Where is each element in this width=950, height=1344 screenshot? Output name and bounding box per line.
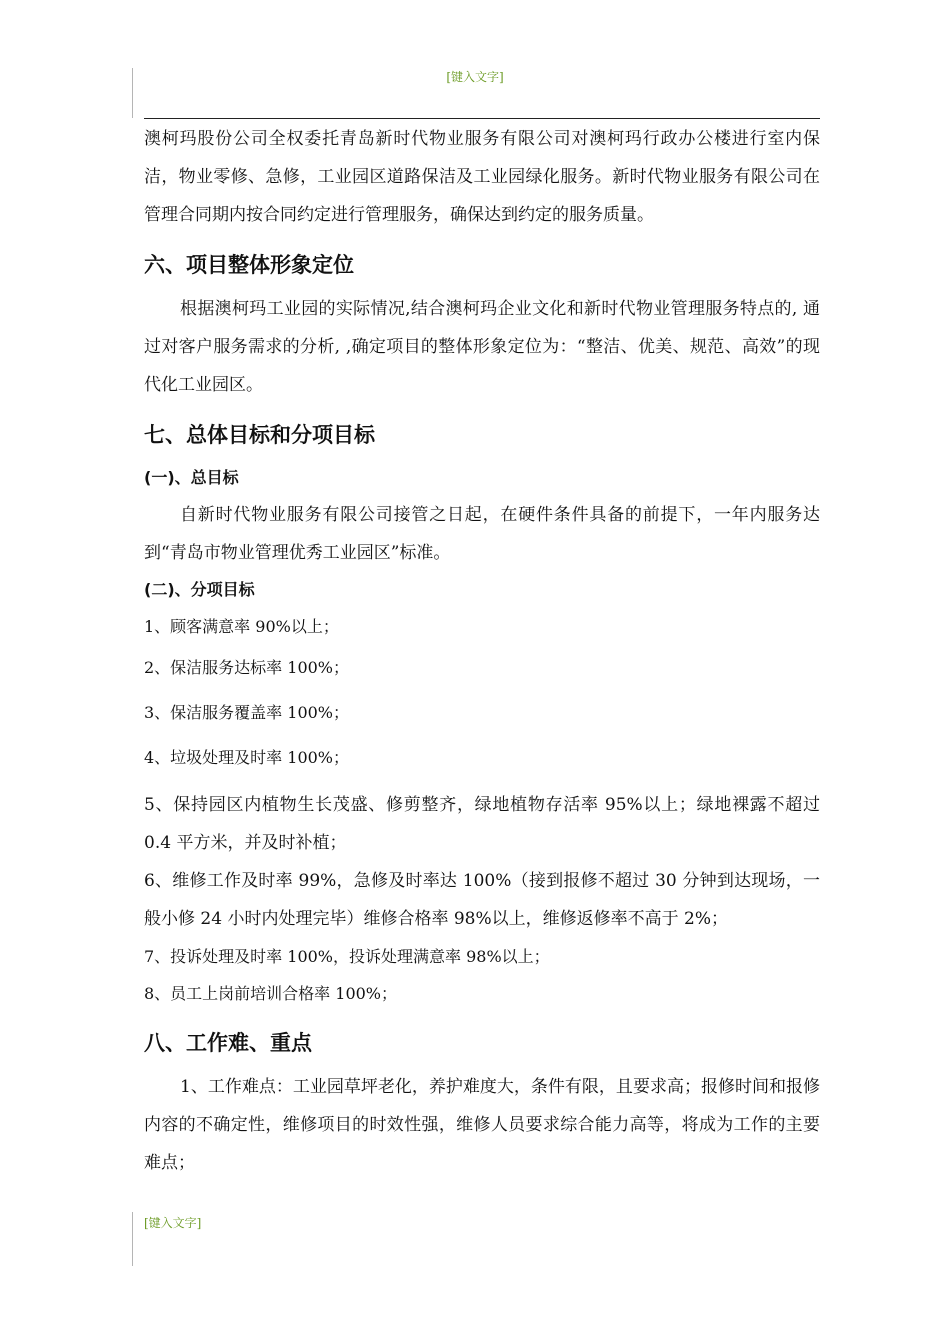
header-placeholder[interactable]	[0, 68, 950, 85]
crop-mark-bottom	[132, 1212, 133, 1266]
goal-item-3: 3、保洁服务覆盖率 100%；	[144, 703, 350, 722]
document-body	[144, 120, 820, 1182]
goal-item-7: 7、投诉处理及时率 100%，投诉处理满意率 98%以上；	[144, 947, 550, 966]
header-placeholder-text[interactable]: [键入文字]	[446, 70, 504, 84]
subsection-2-heading: (二)、分项目标	[144, 580, 255, 599]
footer-placeholder[interactable]	[144, 1214, 201, 1231]
subsection-1-heading: (一)、总目标	[144, 468, 239, 487]
goal-item-5: 5、保持园区内植物生长茂盛、修剪整齐，绿地植物存活率 95%以上；绿地裸露不超过 0.4 平方米，并及时补植；	[144, 795, 820, 853]
header-rule	[144, 118, 820, 119]
intro-paragraph: 澳柯玛股份公司全权委托青岛新时代物业服务有限公司对澳柯玛行政办公楼进行室内保洁，物业零修、急修，工业园区道路保洁及工业园绿化服务。新时代物业服务有限公司在管理合同期内按合同约定进行管理服务，确保达到约定的服务质量。	[144, 129, 820, 225]
goal-item-8: 8、员工上岗前培训合格率 100%；	[144, 984, 398, 1003]
section-8-paragraph: 1、工作难点：工业园草坪老化，养护难度大，条件有限，且要求高；报修时间和报修内容的不确定性，维修项目的时效性强，维修人员要求综合能力高等，将成为工作的主要难点；	[144, 1077, 820, 1173]
goal-item-6: 6、维修工作及时率 99%，急修及时率达 100%（接到报修不超过 30 分钟到达现场，一般小修 24 小时内处理完毕）维修合格率 98%以上，维修返修率不高于 2%；	[144, 871, 820, 929]
section-6-paragraph: 根据澳柯玛工业园的实际情况,结合澳柯玛企业文化和新时代物业管理服务特点的, 通过对客户服务需求的分析, ,确定项目的整体形象定位为：“整洁、优美、规范、高效”的现代化工业园区。	[144, 299, 820, 395]
footer-placeholder-text[interactable]: [键入文字]	[144, 1216, 202, 1230]
goal-item-1: 1、顾客满意率 90%以上；	[144, 617, 339, 636]
subsection-1-paragraph: 自新时代物业服务有限公司接管之日起，在硬件条件具备的前提下，一年内服务达到“青岛市物业管理优秀工业园区”标准。	[144, 505, 820, 563]
section-7-heading: 七、总体目标和分项目标	[144, 423, 375, 447]
goal-item-4: 4、垃圾处理及时率 100%；	[144, 748, 350, 767]
section-8-heading: 八、工作难、重点	[144, 1031, 312, 1055]
section-6-heading: 六、项目整体形象定位	[144, 253, 354, 277]
goal-item-2: 2、保洁服务达标率 100%；	[144, 658, 350, 677]
